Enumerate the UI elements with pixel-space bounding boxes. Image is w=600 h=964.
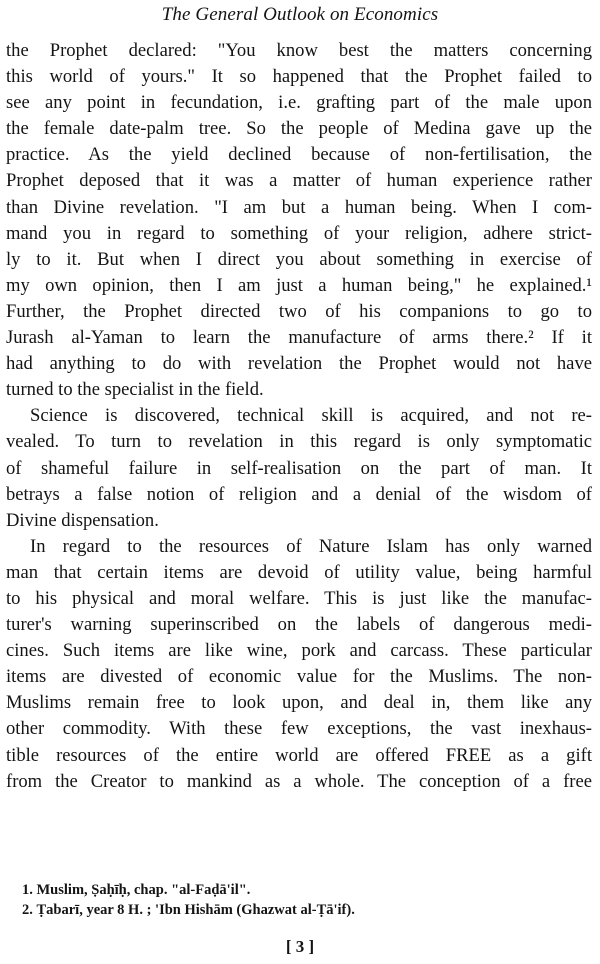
running-head: The General Outlook on Economics	[161, 4, 439, 25]
text-line: Further, the Prophet directed two of his companions to go to	[6, 300, 592, 322]
text-line: this world of yours." It so happened that the Prophet failed to	[6, 66, 592, 88]
text-line: turned to the specialist in the field.	[6, 379, 264, 401]
paragraph	[6, 38, 592, 403]
text-line: Prophet deposed that it was a matter of human experience rather	[6, 170, 592, 192]
paragraph	[6, 534, 592, 795]
text-line: In regard to the resources of Nature Islam has only warned	[30, 535, 592, 557]
text-line: Divine dispensation.	[6, 509, 159, 531]
text-line: other commodity. With these few exceptions, the vast inexhaus-	[6, 718, 592, 740]
text-line: betrays a false notion of religion and a denial of the wisdom of	[6, 483, 592, 505]
text-line: ly to it. But when I direct you about something in exercise of	[6, 248, 592, 270]
footnote: 1. Muslim, Ṣaḥīḥ, chap. "al-Faḍā'il".	[22, 882, 251, 898]
text-line: vealed. To turn to revelation in this regard is only symptomatic	[6, 431, 592, 453]
text-line: see any point in fecundation, i.e. grafting part of the male upon	[6, 92, 592, 114]
text-line: Jurash al-Yaman to learn the manufacture of arms there.² If it	[6, 327, 592, 349]
text-line: mand you in regard to something of your religion, adhere strict-	[6, 222, 592, 244]
text-line: man that certain items are devoid of utility value, being harmful	[6, 561, 592, 583]
paragraph	[6, 403, 592, 533]
text-line: the Prophet declared: "You know best the matters concerning	[6, 40, 592, 61]
text-line: practice. As the yield declined because of non-fertilisation, the	[6, 144, 592, 166]
text-line: had anything to do with revelation the Prophet would not have	[6, 353, 592, 375]
text-line: Muslims remain free to look upon, and deal in, them like any	[6, 692, 592, 714]
text-line: items are divested of economic value for the Muslims. The non-	[6, 666, 592, 688]
text-line: my own opinion, then I am just a human being," he explained.¹	[6, 274, 592, 296]
text-line: tible resources of the entire world are offered FREE as a gift	[6, 744, 592, 766]
body-text	[6, 38, 592, 795]
text-line: than Divine revelation. "I am but a human being. When I com-	[6, 196, 592, 218]
footnotes	[22, 880, 582, 920]
footnote: 2. Ṭabarī, year 8 H. ; 'Ibn Hishām (Ghazwat al-Ṭā'if).	[22, 902, 355, 918]
text-line: Science is discovered, technical skill is acquired, and not re-	[30, 405, 592, 427]
text-line: from the Creator to mankind as a whole. The conception of a free	[6, 770, 592, 792]
text-line: of shameful failure in self-realisation on the part of man. It	[6, 457, 592, 479]
text-line: cines. Such items are like wine, pork and carcass. These particular	[6, 640, 592, 662]
text-line: turer's warning superinscribed on the labels of dangerous medi-	[6, 614, 592, 636]
page-number: [ 3 ]	[285, 937, 315, 956]
text-line: the female date-palm tree. So the people of Medina gave up the	[6, 118, 592, 140]
text-line: to his physical and moral welfare. This is just like the manufac-	[6, 587, 592, 609]
